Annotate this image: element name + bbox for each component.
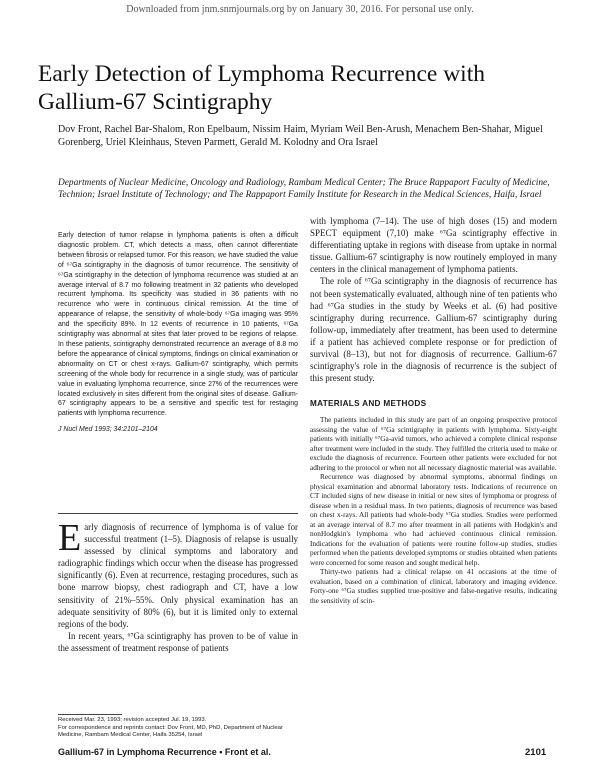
article-title: Early Detection of Lymphoma Recurrence with Gallium-67 Scintigraphy [38,61,485,115]
intro-paragraph-1: arly diagnosis of recurrence of lymphoma is of value for successful treatment (1–5). Diagnosis of relapse is usually assessed by clinical symptoms and laboratory and radiographic findings which occur when the disease has progressed significantly (6). Even at recurrence, restaging procedures, such as bone marrow biopsy, chest radiograph and CT, have a low sensitivity of 21%–55%. Only physical examination has an adequate sensitivity of 80% (6), but it is limited only to external regions of the body. [58,522,298,629]
footnote [58,717,298,740]
methods-paragraph-2: Recurrence was diagnosed by abnormal symptoms, abnormal findings on physical examination and abnormal laboratory tests. Indications of recurrence on CT included signs of new disease in initial or new sites of lymphoma or progress of disease when in a residual mass. In two patients, diagnosis of recurrence was based on chest x-rays. All patients had whole-body ⁶⁷Ga studies. Studies were performed at an average interval of 8.7 mo after treatment in all patients with Hodgkin's and nonHodgkin's lymphoma who had achieved continuous clinical remission. Indications for the evaluation of patients were routine follow-up studies, studies performed when the patients developed symptoms or studies obtained when patients were concerned for some reason and sought medical help. [310,472,557,567]
affiliation: Departments of Nuclear Medicine, Oncology and Radiology, Rambam Medical Center; The Bruce Rappaport Faculty of Medicine, Technion; Israel Institute of Technology; and The Rappaport Family Institute for Research in the Medical Sciences, Haifa, Israel [58,178,550,200]
intro-paragraph-2: In recent years, ⁶⁷Ga scintigraphy has proven to be of value in the assessment of treatment response of patients [58,630,298,653]
methods-paragraph-3: Thirty-two patients had a clinical relapse on 41 occasions at the time of evaluation, based on a combination of clinical, laboratory and imaging evidence. Forty-one ⁶⁷Ga studies supplied true-positive and false-negative results, indicating the sensitivity of scin- [310,567,557,605]
right-paragraph-1: with lymphoma (7–14). The use of high doses (15) and modern SPECT equipment (7,10) make ⁶⁷Ga scintigraphy effective in differentiating uptake in regions with disease from uptake in normal tissue. Gallium-67 scintigraphy is now routinely employed in many centers in the clinical management of lymphoma patients. [310,216,557,275]
right-paragraph-2: The role of ⁶⁷Ga scintigraphy in the diagnosis of recurrence has not been systematically evaluated, although nine of ten patients who had ⁶⁷Ga studies in the study by Weeks et al. (6) had positive scintigraphy during recurrence. Gallium-67 scintigraphy during follow-up, immediately after treatment, has been used to determine if a patient has achieved complete response or for prediction of survival (8–13), but not for diagnosis of recurrence. Gallium-67 scintigraphy's role in the diagnosis of recurrence is the subject of this present study. [310,276,557,384]
correspondence-note: For correspondence and reprints contact: Dov Front, MD, PhD, Department of Nuclear Medicine, Rambam Medical Center, Haifa 35254, Israel [58,724,283,739]
right-column [310,215,557,605]
footnote-divider [58,714,122,715]
download-banner: Downloaded from jnm.snmjournals.org by on January 30, 2016. For personal use only. [126,4,474,15]
running-title: Gallium-67 in Lymphoma Recurrence • Front et al. [58,747,271,757]
abstract-divider [58,513,298,514]
methods-paragraph-1: The patients included in this study are part of an ongoing prospective protocol assessing the value of ⁶⁷Ga scintigraphy in patients with lymphoma. Sixty-eight patients with initially ⁶⁷Ga-avid tumors, who achieved a complete clinical response after treatment were included in the study. They fulfilled the criteria used to make or exclude the diagnosis of recurrence. Fourteen other patients were excluded for not adhering to the protocol or when not all necessary diagnostic material was available. [310,415,557,472]
abstract [58,231,298,435]
introduction [58,517,298,654]
journal-citation: J Nucl Med 1993; 34:2101–2104 [58,426,158,434]
received-dates: Received Mar. 23, 1993; revision accepted Jul. 19, 1993. [58,717,207,723]
drop-cap: E [58,517,82,559]
author-list: Dov Front, Rachel Bar-Shalom, Ron Epelbaum, Nissim Haim, Myriam Weil Ben-Arush, Menachem Ben-Shahar, Miguel Gorenberg, Uriel Kleinhaus, Steven Parmett, Gerald M. Kolodny and Ora Israel [58,124,543,148]
abstract-text: Early detection of tumor relapse in lymphoma patients is often a difficult diagnostic problem. CT, which detects a mass, often cannot differentiate between fibrosis or relapsed tumor. For this reason, we have studied the value of ⁶⁷Ga scintigraphy in the diagnosis of tumor recurrence. The sensitivity of ⁶⁷Ga scintigraphy in the detection of lymphoma recurrence was studied at an average interval of 8.7 mo following treatment in 32 patients who developed recurrent lymphoma. Its specificity was studied in 36 patients with no recurrence who were in continuous clinical remission. At the time of appearance of relapse, the sensitivity of whole-body ⁶⁷Ga imaging was 95% and the specificity 89%. In 12 events of recurrence in 10 patients, ⁶⁷Ga scintigraphy was abnormal at sites that later proved to be regions of relapse. In these patients, scintigraphy demonstrated recurrence an average of 8.8 mo before the appearance of clinical symptoms, findings on clinical examination or abnormality on CT or chest x-rays. Gallium-67 scintigraphy, which permits screening of the whole body for recurrence in a single study, was of particular value in evaluating lymphoma recurrence, since 27% of the recurrences were located exclusively in sites different from the original sites of disease. Gallium-67 scintigraphy appears to be a sensitive and specific test for restaging patients with lymphoma recurrence. [58,232,298,418]
section-heading-methods: MATERIALS AND METHODS [310,399,427,409]
page-number: 2101 [525,747,547,758]
